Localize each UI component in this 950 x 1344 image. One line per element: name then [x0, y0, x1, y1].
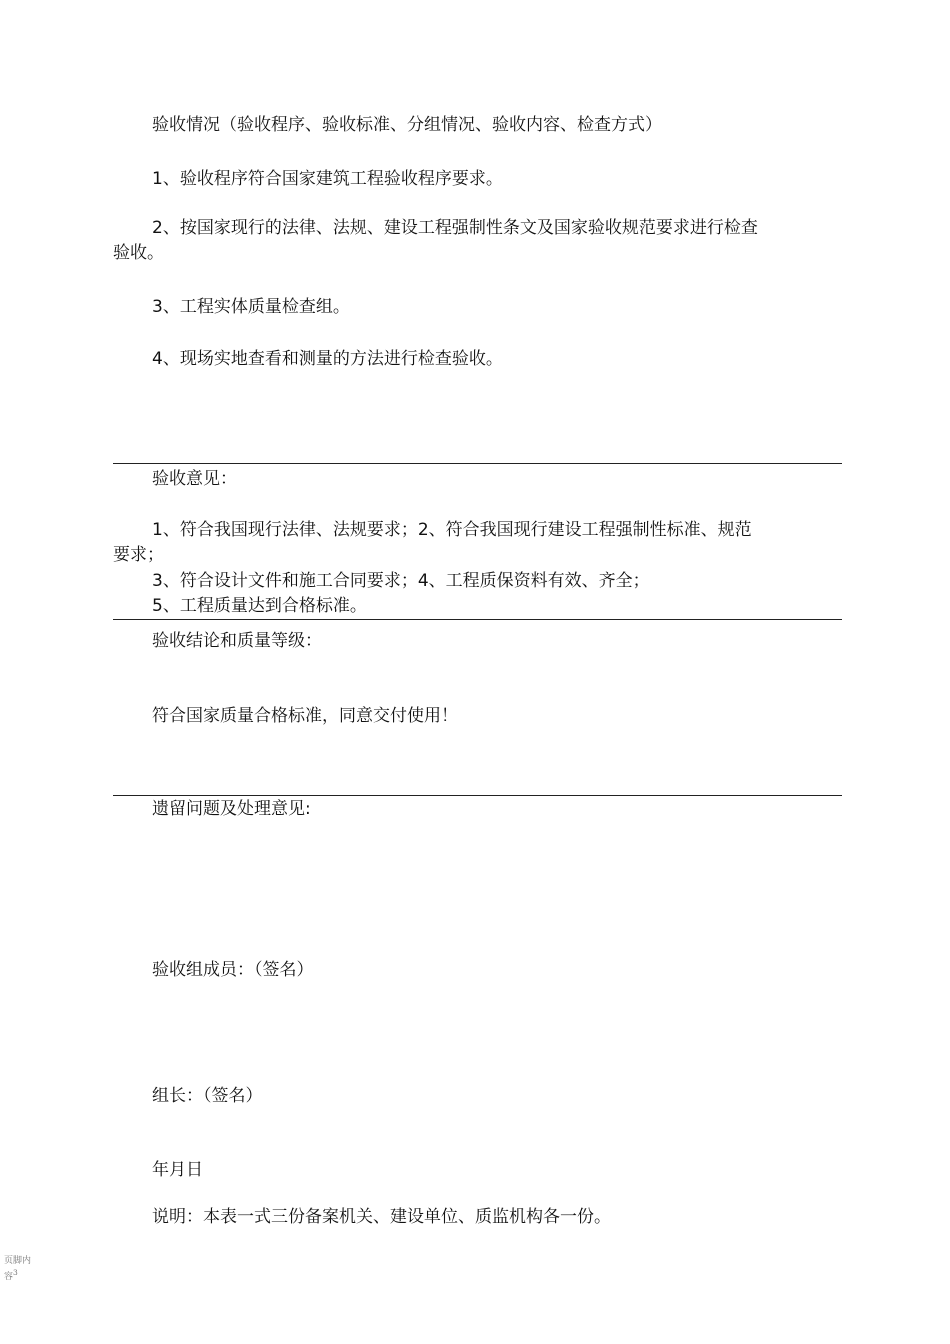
inspection-item-3: 3、工程实体质量检查组。: [152, 297, 350, 317]
note: 说明：本表一式三份备案机关、建设单位、质监机构各一份。: [152, 1207, 611, 1227]
divider-conclusion: [113, 619, 842, 620]
opinion-line-1: 1、符合我国现行法律、法规要求；2、符合我国现行建设工程强制性标准、规范: [152, 520, 752, 540]
leader-signature: 组长：（签名）: [152, 1086, 263, 1106]
members-signature: 验收组成员：（签名）: [152, 960, 314, 980]
inspection-item-4: 4、现场实地查看和测量的方法进行检查验收。: [152, 349, 503, 369]
opinion-line-3: 3、符合设计文件和施工合同要求；4、工程质保资料有效、齐全；: [152, 571, 650, 591]
footer-text: 页脚内容: [4, 1256, 32, 1282]
inspection-heading: 验收情况（验收程序、验收标准、分组情况、验收内容、检查方式）: [152, 115, 662, 135]
conclusion-text: 符合国家质量合格标准，同意交付使用！: [152, 706, 458, 726]
opinion-line-4: 5、工程质量达到合格标准。: [152, 596, 367, 616]
page-number: 3: [13, 1268, 18, 1277]
date-line: 年月日: [152, 1160, 203, 1180]
issues-heading: 遗留问题及处理意见:: [152, 799, 311, 819]
divider-opinion: [113, 463, 842, 464]
divider-issues: [113, 795, 842, 796]
conclusion-heading: 验收结论和质量等级：: [152, 631, 322, 651]
inspection-item-2-continuation: 验收。: [113, 243, 164, 263]
inspection-item-1: 1、验收程序符合国家建筑工程验收程序要求。: [152, 169, 503, 189]
page-footer: [4, 1256, 38, 1283]
opinion-heading: 验收意见：: [152, 469, 237, 489]
inspection-item-2: 2、按国家现行的法律、法规、建设工程强制性条文及国家验收规范要求进行检查: [152, 218, 758, 238]
opinion-line-2: 要求；: [113, 545, 164, 565]
